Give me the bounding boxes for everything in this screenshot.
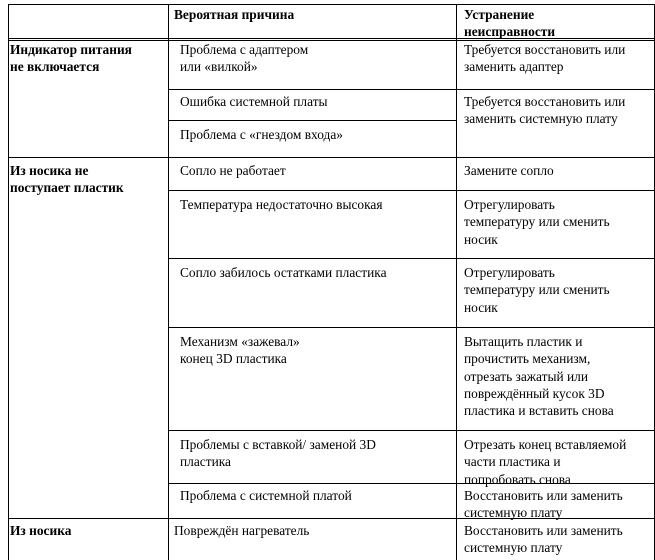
header-cause: Вероятная причина [174, 7, 295, 22]
row-divider [168, 89, 655, 90]
cause-cell: Проблема с системной платой [180, 488, 352, 503]
cause-cell: Проблема с «гнездом входа» [180, 127, 343, 142]
cause-cell: Механизм «зажевал» конец 3D пластика [180, 334, 300, 367]
cause-cell: Повреждён нагреватель [174, 523, 310, 538]
fix-cell: Восстановить или заменить системную плату [464, 523, 623, 556]
row-divider [168, 327, 655, 328]
fix-cell: Замените сопло [464, 163, 554, 178]
fix-cell: Отрегулировать температуру или сменить носик [464, 197, 610, 247]
fix-cell: Вытащить пластик и прочистить механизм, отрезать зажатый или повреждённый кусок 3D пластика и вставить снова [464, 334, 614, 419]
fix-cell: Восстановить или заменить системную плату [464, 488, 623, 521]
problem-cell: Индикатор питания не включается [10, 42, 132, 75]
column-divider [456, 4, 457, 560]
header-divider [8, 38, 655, 39]
row-divider [168, 120, 456, 121]
cause-cell: Сопло забилось остатками пластика [180, 265, 387, 280]
fix-cell: Требуется восстановить или заменить адаптер [464, 42, 626, 75]
fix-cell: Отрегулировать температуру или сменить носик [464, 265, 610, 315]
column-divider [168, 4, 169, 560]
row-divider [168, 190, 655, 191]
table-border-left [8, 4, 9, 560]
header-fix: Устранение неисправности [464, 7, 556, 40]
problem-cell: Из носика [10, 523, 72, 538]
row-divider [168, 258, 655, 259]
table-border-top [8, 4, 655, 5]
fix-cell: Требуется восстановить или заменить системную плату [464, 94, 626, 127]
cause-cell: Ошибка системной платы [180, 94, 328, 109]
cause-cell: Сопло не работает [180, 163, 286, 178]
cause-cell: Проблема с адаптером или «вилкой» [180, 42, 309, 75]
problem-cell: Из носика не поступает пластик [10, 163, 124, 196]
group-divider [8, 157, 655, 158]
fix-cell: Отрезать конец вставляемой части пластика и попробовать снова [464, 437, 627, 487]
row-divider [168, 430, 655, 431]
cause-cell: Проблемы с вставкой/ заменой 3D пластика [180, 437, 376, 470]
cause-cell: Температура недостаточно высокая [180, 197, 383, 212]
